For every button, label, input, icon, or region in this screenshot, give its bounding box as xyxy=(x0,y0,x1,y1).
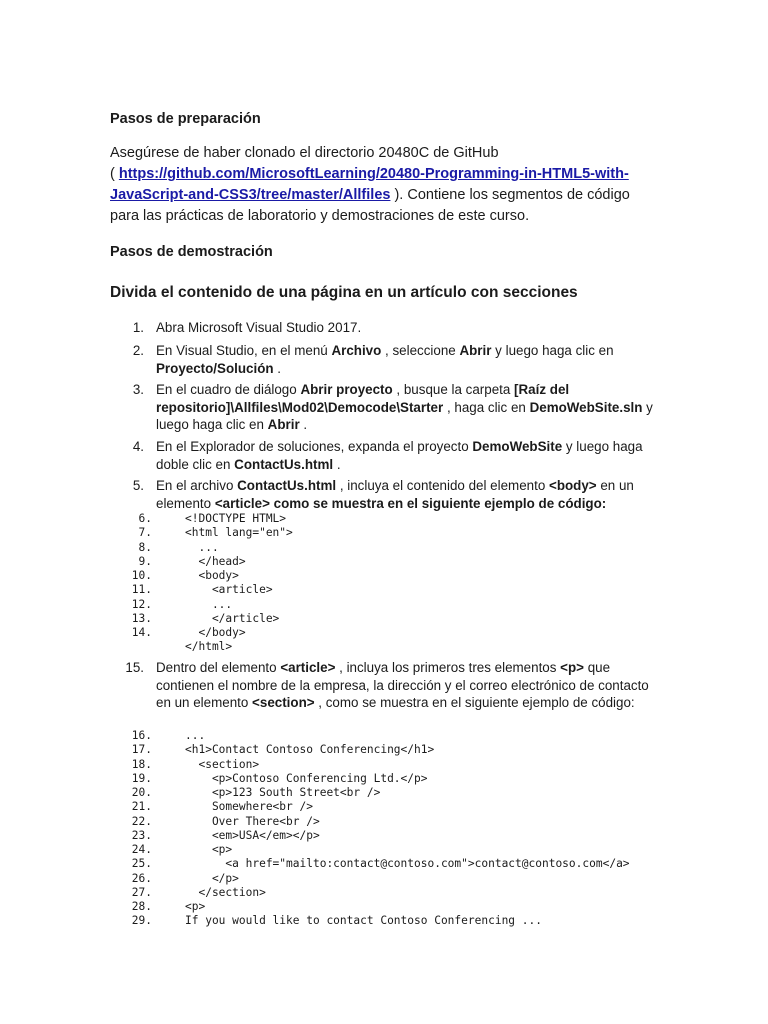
code-line-number: 19. xyxy=(131,771,152,785)
intro-paren: ( xyxy=(110,166,119,182)
step-number: 15. xyxy=(125,660,144,675)
step-bold-term: DemoWebSite.sln xyxy=(529,399,643,415)
step-text-run: . xyxy=(273,360,282,376)
step-text-run: . xyxy=(299,417,308,432)
code-line-number: 11. xyxy=(131,583,152,597)
step-text-run: , busque la carpeta xyxy=(392,382,515,397)
heading-preparation: Pasos de preparación xyxy=(110,111,261,127)
step-item xyxy=(110,477,655,512)
code-line-text: ... xyxy=(185,597,233,611)
code-line-number: 25. xyxy=(131,857,152,871)
code-line-number: 27. xyxy=(131,885,152,899)
code-line-text: Somewhere<br /> xyxy=(185,800,313,814)
step-bold-term: Abrir proyecto xyxy=(300,382,393,397)
code-line-text: </html> xyxy=(185,640,233,654)
intro-paragraph xyxy=(110,143,650,227)
step-text xyxy=(156,659,655,712)
step-text-run: en un elemento xyxy=(156,478,634,511)
code-line-text: <!DOCTYPE HTML> xyxy=(185,512,287,525)
step-bold-term: Proyecto/Solución xyxy=(156,360,274,376)
step-text xyxy=(156,438,655,473)
step-text-run: En Visual Studio, en el menú xyxy=(156,343,332,358)
step-text-run: , como se muestra en el siguiente ejemplo de código: xyxy=(314,695,635,710)
code-line-text: <p> xyxy=(185,843,233,856)
step-text xyxy=(156,381,655,434)
step-text-run: En el Explorador de soluciones, expanda el proyecto xyxy=(156,439,473,454)
step-number: 1. xyxy=(132,320,144,335)
heading-divide-content: Divida el contenido de una página en un artículo con secciones xyxy=(110,284,578,301)
code-line-number: 22. xyxy=(131,814,152,828)
code-line-text: <p> xyxy=(185,900,206,913)
code-line-text: <p>123 South Street<br /> xyxy=(185,786,381,799)
code-line-text: <article> xyxy=(185,583,273,597)
intro-text-after: ). Contiene los segmentos de código para las prácticas de laboratorio y demostraciones de este curso. xyxy=(110,187,630,224)
step-text-run: Abra Microsoft Visual Studio 2017. xyxy=(156,320,362,335)
code-line-number: 28. xyxy=(131,900,152,913)
code-line-number: 14. xyxy=(131,626,152,639)
step-text xyxy=(156,319,655,337)
code-line-text: <a href="mailto:contact@contoso.com">contact@contoso.com</a> xyxy=(185,857,630,871)
step-number: 3. xyxy=(132,382,144,397)
step-text-run: que contienen el nombre de la empresa, la dirección y el correo electrónico de contacto en un elemento xyxy=(156,660,649,710)
step-bold-term: Abrir xyxy=(459,343,492,358)
code-line-text: <h1>Contact Contoso Conferencing</h1> xyxy=(185,743,435,757)
step-bold-term: Archivo xyxy=(331,343,382,358)
step-text xyxy=(156,342,655,377)
github-link[interactable]: https://github.com/MicrosoftLearning/20480-Programming-in-HTML5-with-JavaScript-and-CSS3/tree/master/Allfiles xyxy=(110,166,629,203)
code-line-text: <em>USA</em></p> xyxy=(185,828,320,842)
step-text-run: En el archivo xyxy=(156,478,238,493)
code-line-number: 26. xyxy=(131,871,152,885)
step-text xyxy=(156,477,655,512)
step-item xyxy=(110,381,655,434)
step-text-run: , incluya los primeros tres elementos xyxy=(335,660,561,675)
code-line-text: <section> xyxy=(185,757,260,771)
heading-demo-steps: Pasos de demostración xyxy=(110,244,273,260)
code-line-number: 12. xyxy=(131,597,152,611)
step-text-run: , haga clic en xyxy=(443,399,530,415)
code-line-text: </head> xyxy=(185,554,246,568)
code-line-number: 13. xyxy=(131,611,152,625)
step-text-run: , incluya el contenido del elemento xyxy=(336,478,549,493)
code-line-text: </p> xyxy=(185,871,239,885)
code-line-number: 17. xyxy=(131,743,152,757)
step-bold-term: <section> xyxy=(252,695,315,710)
code-line-number: 18. xyxy=(131,757,152,771)
code-line-number: 29. xyxy=(131,914,152,928)
code-line-text: If you would like to contact Contoso Conferencing ... xyxy=(185,914,542,928)
step-text-run: En el cuadro de diálogo xyxy=(156,382,301,397)
code-line-text: Over There<br /> xyxy=(185,814,320,828)
step-number: 4. xyxy=(132,439,144,454)
step-text-run: Dentro del elemento xyxy=(156,660,281,675)
step-item xyxy=(110,319,655,337)
step-bold-term: [Raíz del repositorio]\Allfiles\Mod02\Democode\Starter xyxy=(156,382,570,415)
code-line-text: <body> xyxy=(185,569,239,582)
code-line-number: 16. xyxy=(131,729,152,742)
code-line-text: <p>Contoso Conferencing Ltd.</p> xyxy=(185,771,428,785)
code-line-text: ... xyxy=(185,729,206,742)
step-number: 2. xyxy=(132,343,144,358)
step-bold-term: Abrir xyxy=(267,417,300,432)
code-line-number: 8. xyxy=(138,540,152,554)
code-line-text: ... xyxy=(185,540,219,554)
step-text-run: y luego haga doble clic en xyxy=(156,439,643,472)
step-bold-term: ContactUs.html xyxy=(234,456,334,472)
step-bold-term: ContactUs.html xyxy=(237,478,337,493)
code-line-number: 20. xyxy=(131,786,152,799)
code-line-number: 10. xyxy=(131,569,152,582)
step-bold-term: DemoWebSite xyxy=(472,439,563,454)
step-item xyxy=(110,438,655,473)
step-bold-term: <article> xyxy=(280,660,336,675)
code-line-number: 9. xyxy=(138,554,152,568)
step-item xyxy=(110,659,655,712)
code-line-number: 21. xyxy=(131,800,152,814)
code-line-number: 23. xyxy=(131,828,152,842)
code-line-number: 6. xyxy=(138,512,152,525)
step-text-run: y luego haga clic en xyxy=(491,343,614,358)
step-item xyxy=(110,342,655,377)
code-line-number: 7. xyxy=(138,526,152,540)
intro-text: Asegúrese de haber clonado el directorio 20480C de GitHub xyxy=(110,145,499,161)
code-line-text: </section> xyxy=(185,885,266,899)
step-text-run: , seleccione xyxy=(381,343,460,358)
step-text-run: y luego haga clic en xyxy=(156,399,653,432)
code-line-text: </body> xyxy=(185,626,246,639)
step-text-run: . xyxy=(333,456,341,472)
code-line-text: <html lang="en"> xyxy=(185,526,293,540)
step-bold-term: <p> xyxy=(560,660,584,675)
step-bold-term: <body> xyxy=(549,478,597,493)
code-line-text: </article> xyxy=(185,611,280,625)
step-bold-term: <article> como se muestra en el siguiente ejemplo de código: xyxy=(214,495,607,511)
code-line-number: 24. xyxy=(131,843,152,856)
step-number: 5. xyxy=(132,478,144,493)
